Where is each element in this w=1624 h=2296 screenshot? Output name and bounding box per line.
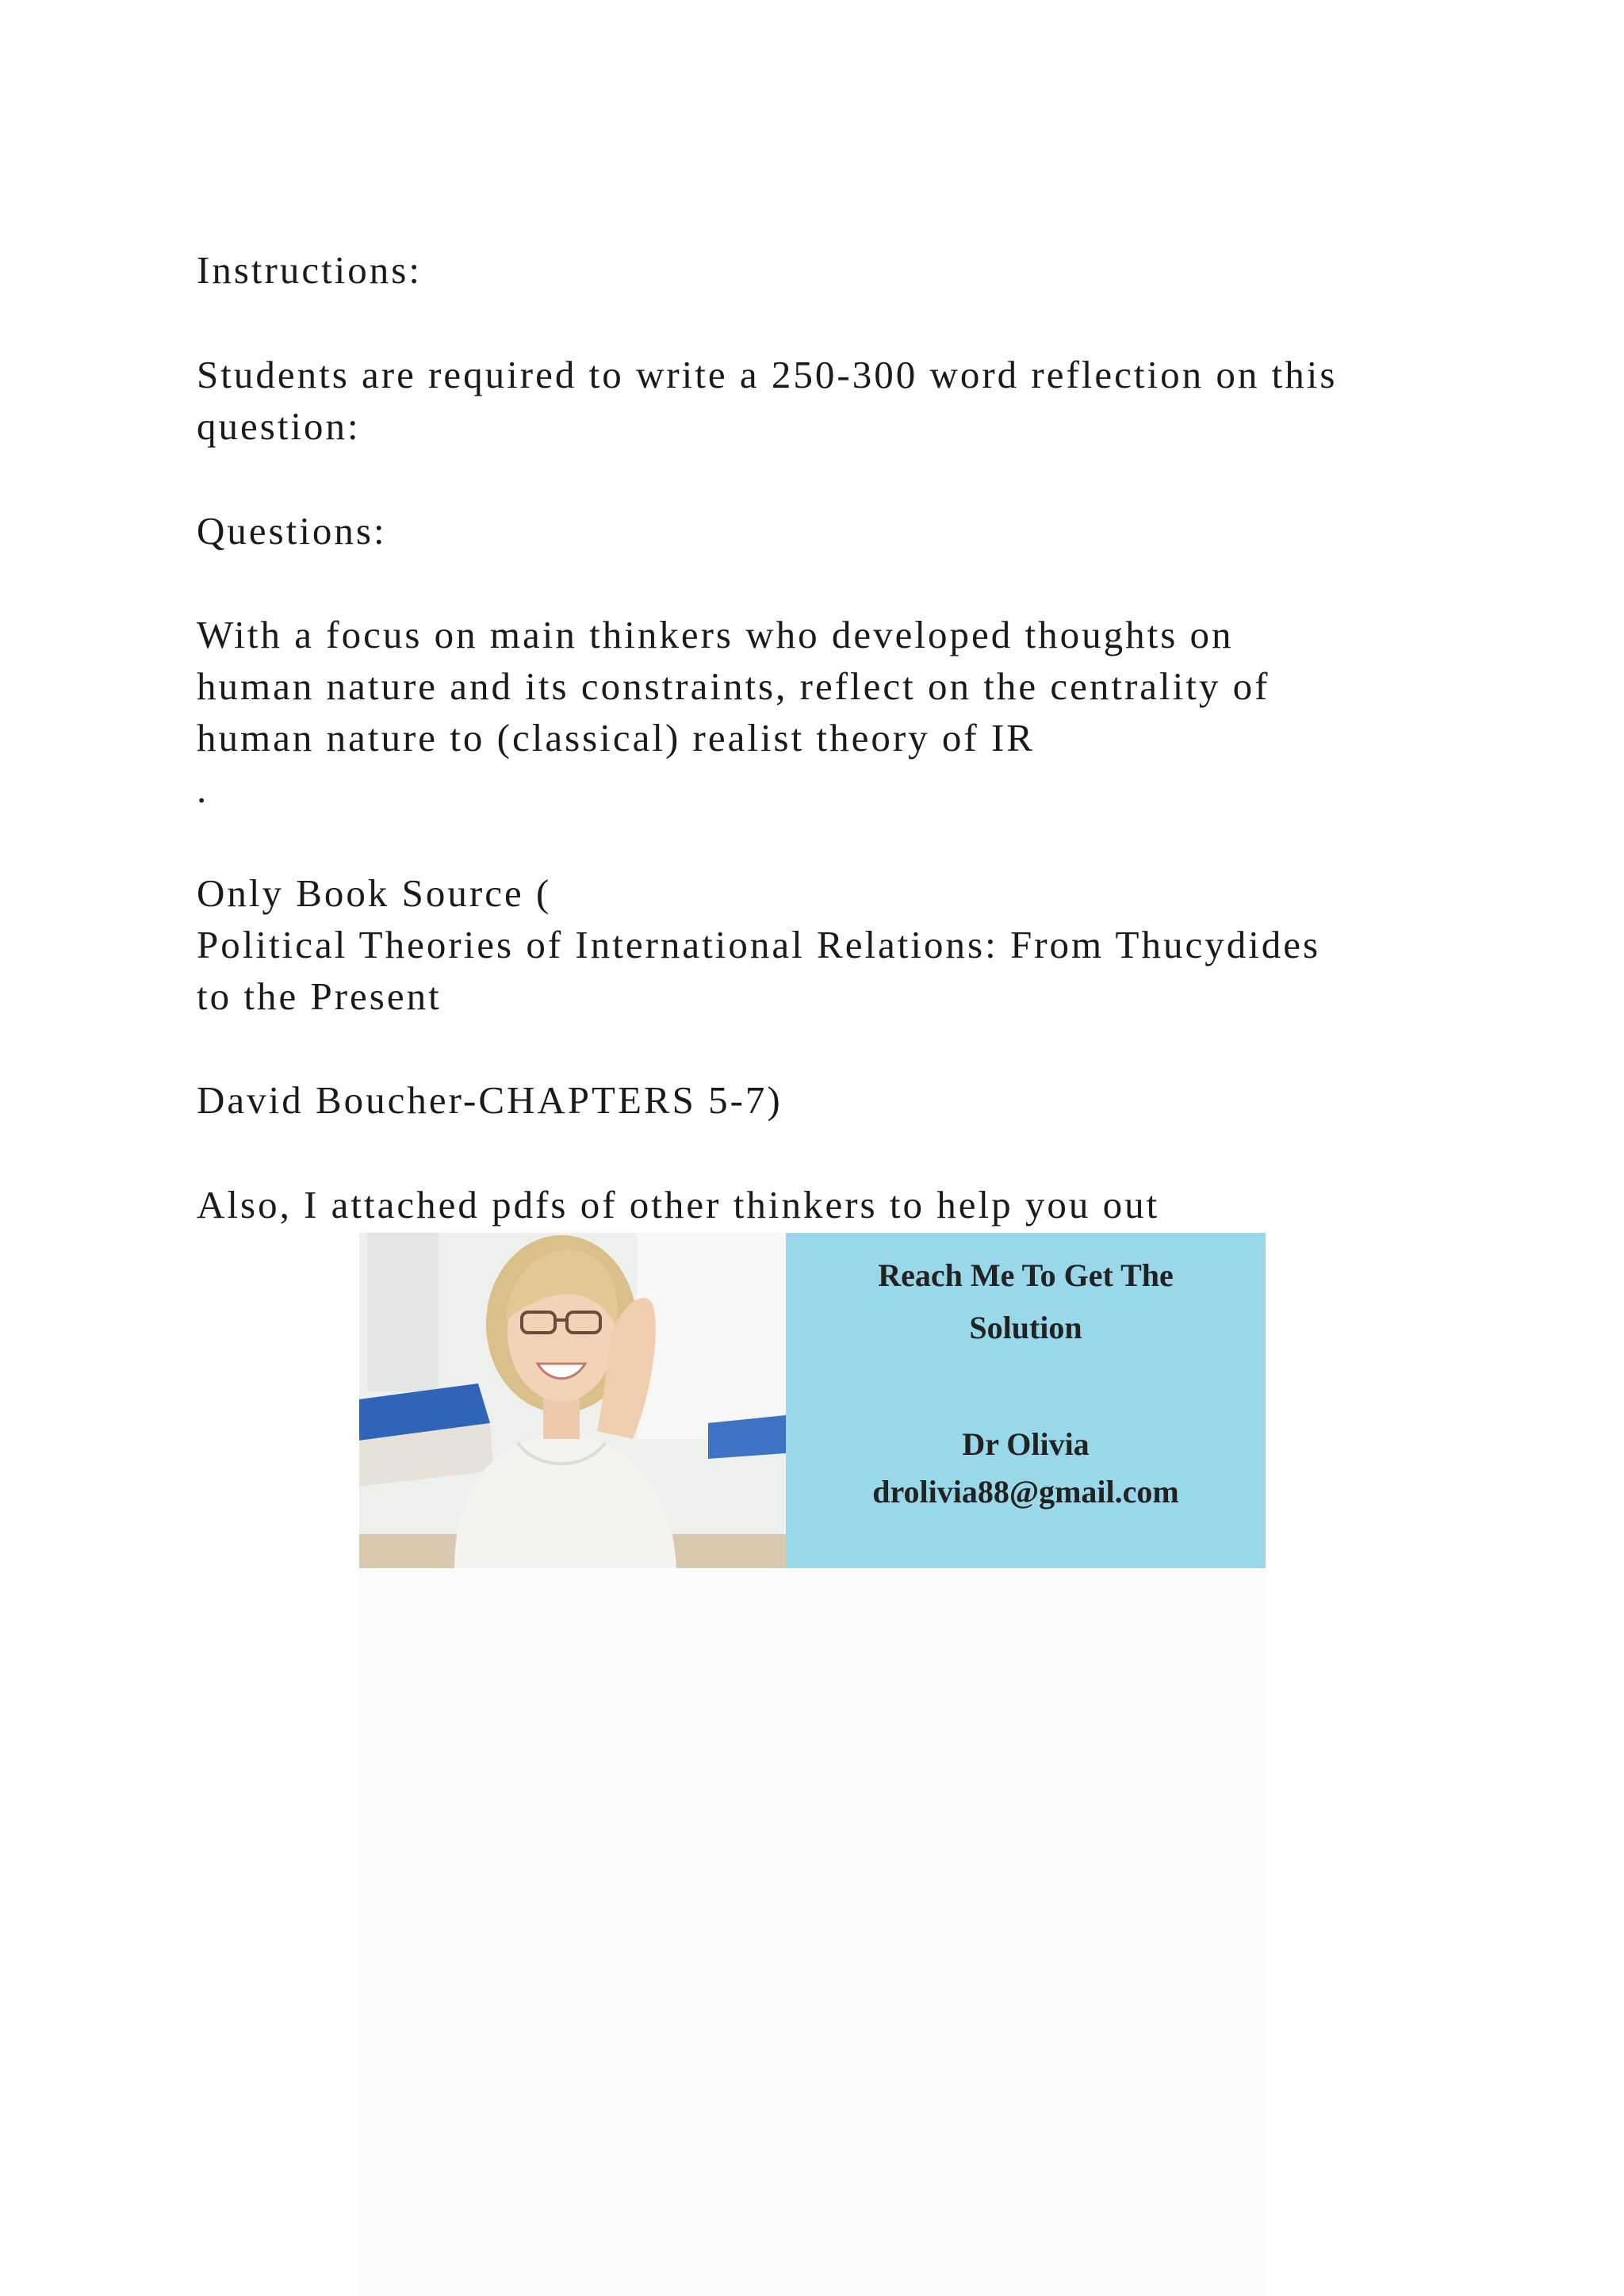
source-line-1: Only Book Source ( [197,871,552,915]
banner-heading-line-2: Solution [969,1310,1082,1345]
contact-banner-image [359,1233,1266,1568]
instructions-heading: Instructions: [197,248,422,292]
source-line-3: to the Present [197,974,442,1018]
source-line-2: Political Theories of International Relations: From Thucydides [197,923,1321,966]
blank-image-area [359,1568,1266,2296]
contact-name: Dr Olivia [962,1426,1090,1462]
requirement-line-1: Students are required to write a 250-300 word reflection on this [197,353,1338,396]
woman-with-glasses-photo [359,1233,786,1568]
attachment-note: Also, I attached pdfs of other thinkers to help you out [197,1183,1160,1226]
question-line-1: With a focus on main thinkers who developed thoughts on [197,613,1234,656]
source-author-line: David Boucher-CHAPTERS 5-7) [197,1078,783,1122]
questions-heading: Questions: [197,509,387,553]
requirement-line-2: question: [197,404,361,448]
question-line-2: human nature and its constraints, reflect on the centrality of [197,664,1270,708]
question-period: . [197,767,209,811]
banner-heading-line-1: Reach Me To Get The [878,1257,1174,1293]
question-line-3: human nature to (classical) realist theory of IR [197,716,1035,760]
contact-email: drolivia88@gmail.com [872,1474,1179,1510]
contact-info-panel [786,1233,1266,1568]
